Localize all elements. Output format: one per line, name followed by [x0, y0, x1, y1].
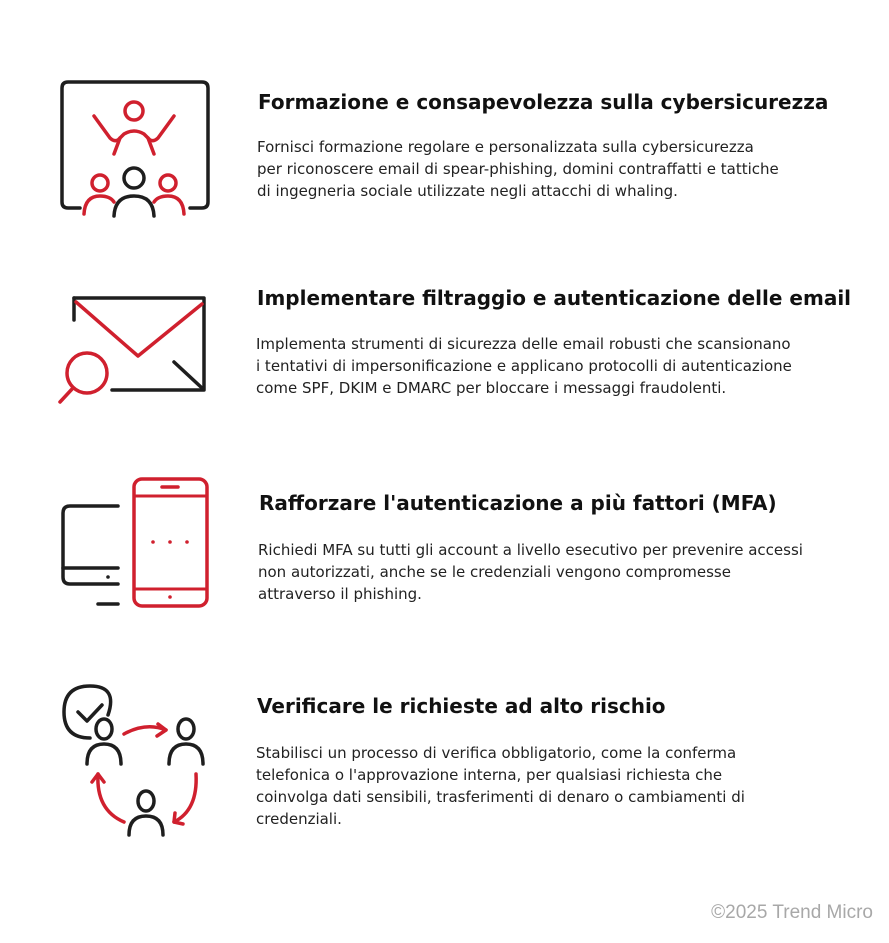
item-description [256, 333, 792, 399]
copyright-footer: ©2025 Trend Micro [711, 902, 873, 923]
description-line: Stabilisci un processo di verifica obbligatorio, come la conferma [256, 744, 737, 762]
item-description [258, 539, 803, 605]
item-description [256, 742, 745, 830]
email-magnifier-icon [56, 294, 210, 408]
description-line: i tentativi di impersonificazione e applicano protocolli di autenticazione [256, 357, 792, 375]
training-group-icon [58, 78, 212, 222]
description-line: credenziali. [256, 810, 342, 828]
item-description [257, 136, 779, 202]
item-title: Formazione e consapevolezza sulla cybersicurezza [258, 90, 829, 114]
description-line: attraverso il phishing. [258, 585, 422, 603]
description-line: per riconoscere email di spear-phishing, domini contraffatti e tattiche [257, 160, 779, 178]
description-line: non autorizzati, anche se le credenziali vengono compromesse [258, 563, 731, 581]
devices-mfa-icon [58, 476, 212, 612]
description-line: di ingegneria sociale utilizzate negli attacchi di whaling. [257, 182, 678, 200]
verification-cycle-icon [58, 682, 212, 842]
description-line: come SPF, DKIM e DMARC per bloccare i messaggi fraudolenti. [256, 379, 727, 397]
description-line: Fornisci formazione regolare e personalizzata sulla cybersicurezza [257, 138, 754, 156]
description-line: telefonica o l'approvazione interna, per qualsiasi richiesta che [256, 766, 723, 784]
description-line: coinvolga dati sensibili, trasferimenti di denaro o cambiamenti di [256, 788, 745, 806]
description-line: Richiedi MFA su tutti gli account a livello esecutivo per prevenire accessi [258, 541, 803, 559]
item-title: Implementare filtraggio e autenticazione delle email [257, 286, 852, 310]
description-line: Implementa strumenti di sicurezza delle email robusti che scansionano [256, 335, 791, 353]
item-title: Rafforzare l'autenticazione a più fattori (MFA) [259, 491, 777, 515]
item-title: Verificare le richieste ad alto rischio [257, 694, 666, 718]
